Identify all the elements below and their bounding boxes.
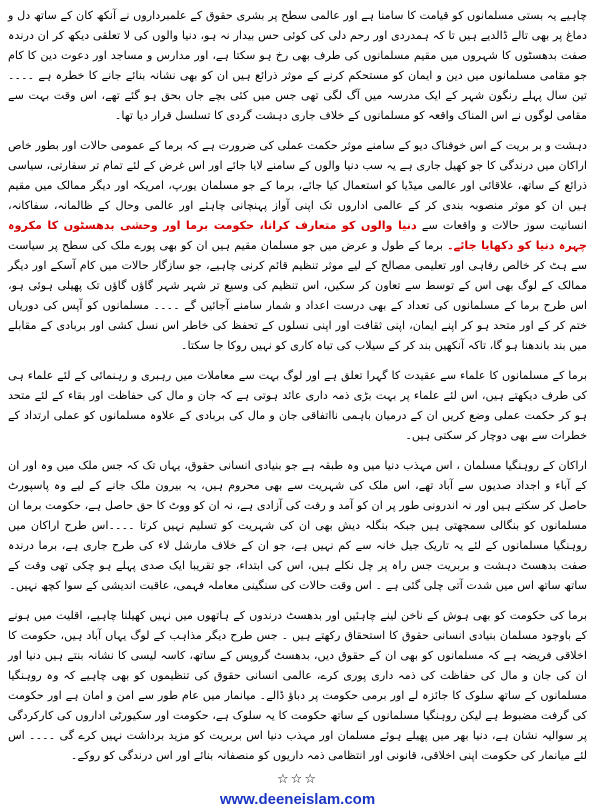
- article-paragraph-4: اراکان کے روہنگیا مسلمان ، اس مہذب دنیا میں وہ طبقہ ہے جو بنیادی انسانی حقوق، یہاں تک کہ جس ملک میں وہ اور ان کے آباء و اجداد صدیوں سے آباد تھے، اس ملک کی شہریت سے بھی محروم ہیں، یہ بیرون ملک جانے کے لیے وہ پاسپورٹ حاصل کر سکتے ہیں اور نہ اندرونی طور پر ان کو آمد و رفت کی آزادی ہے، نہ ان کو ووٹ کا حق حاصل ہے، حکومت برما ان مسلمانوں کو بنگالی سمجھتی ہیں جبکہ بنگلہ دیش بھی ان کی شہریت کو تسلیم نہیں کرتا ۔۔۔۔اس طرح اراکان میں روہنگیا مسلمانوں کے لئے یہ تاریک جیل خانہ سے کم نہیں ہے، جو ان کے خلاف مارشل لاء کی طرح جاری ہے، برما درندہ صفت بدھسٹ دہشت و بربریت جس راہ پر چل نکلے ہیں، اس کی ابتداء، جو تقریبا ایک صدی پہلے ہو چکی تھی وقت کے ساتھ ساتھ اس میں شدت آتی چلی گئی ہے ۔ اس وقت حالات کی سنگینی معاملہ فہمی، عاقبت اندیشی کے سوا کچھ نہیں۔: [8, 459, 587, 592]
- article-paragraph-2-continued: برما کے طول و عرض میں جو مسلمان مقیم ہیں ان کو بھی پورے ملک کی سطح پر سیاست سے ہٹ کر خالص رفاہی اور تعلیمی مصالح کے لیے موثر تنظیم قائم کرنی چاہیے، جو سازگار حالات میں کام آسکے اور دیگر ممالک کے لوگ بھی اس کے توسط سے تعاون کر سکیں، اس تنظیم کی وسیع تر شہر شہر گاؤں گاؤں تک پھیلی ہوئی ہو، اس طرح برما کے مسلمانوں کی تعداد کے بھی درست اعداد و شمار سامنے آجائیں گے ۔۔۔۔ مسلمانوں کو آپس کی دوریاں ختم کر کے اور متحد ہو کر اپنے ایمان، اپنی ثقافت اور اپنی نسلوں کے تحفظ کی خاطر اس نسل کشی اور بربادی کے مقابلے میں بند باندھنا ہو گا، تاکہ آنکھیں بند کر کے سیلاب کی تباہ کاری کو نہیں روکا جا سکتا۔: [8, 239, 587, 352]
- website-link[interactable]: www.deeneislam.com: [219, 791, 376, 808]
- article-paragraph-5: برما کی حکومت کو بھی ہوش کے ناخن لینے چاہئیں اور بدھسٹ درندوں کے ہاتھوں میں نہیں کھیلنا چاہیے، اقلیت میں ہونے کے باوجود مسلمان بنیادی انسانی حقوق کا استحقاق رکھتے ہیں ۔ جس طرح دیگر مذاہب کے لوگ یہاں آباد ہیں، حکومت کا اخلاقی فریضہ ہے کہ مسلمانوں کو بھی ان کے حقوق دیں، بدھسٹ گروپس کے ساتھ، کاسہ لیسی کا نشانہ بنتے ہیں دنیا اور ان کی جان و مال کی حفاظت کی ذمہ داری پوری کرے، عالمی انسانی حقوق کی تنظیموں کو بھی چاہیے کہ وہ روہنگیا مسلمانوں کے ساتھ سلوک کا جائزہ لے اور برمی حکومت پر دباؤ ڈالے۔ میانمار میں عام طور سے امن و امان ہے اور حکومت کی گرفت مضبوط ہے لیکن روہنگیا مسلمانوں کے ساتھ حکومت کا یہ سلوک ہے، حکومت اور سکیورٹی اداروں کی کارکردگی پر سوالیہ نشان ہے، دنیا بھر میں پھیلے ہوئے مسلمان اور مہذب دنیا اس بربریت کو مزید برداشت نہیں کرے گی ۔۔۔۔ اس لئے میانمار کی حکومت اپنی اخلاقی، قانونی اور انتظامی ذمہ داریوں کو منصفانہ بنائے اور اس درندگی کو روکے۔: [8, 609, 587, 762]
- article-paragraph-1: چاہیے یہ بستی مسلمانوں کو قیامت کا سامنا ہے اور عالمی سطح پر بشری حقوق کے علمبرداروں نے آنکھ کان کے ساتھ دل و دماغ پر بھی تالے ڈالدیے ہیں تا کہ ہمدردی اور رحم دلی کی کوئی حس بیدار نہ ہو، دنیا والوں کی لا تعلقی دیکھ کر ان درندہ صفت بدھسٹوں کا شہروں میں مقیم مسلمانوں کی طرف بھی رخ ہو سکتا ہے، اور مدارس و مساجد اور دعوت دین کا کام جو مقامی مسلمانوں میں دین و ایمان کو مستحکم کرنے کے موثر ذرائع ہیں ان کو بھی نشانہ بنائے جانے کا خطرہ ہے ۔۔۔۔تین سال پہلے رنگون شہر کے ایک مدرسہ میں آگ لگی تھی جس میں کئی بچے جاں بحق ہو گئے تھے، اس وقت بہت سے مقامی لوگوں نے اس المناک واقعہ کو مسلمانوں کے خلاف جاری دہشت گردی کا تسلسل قرار دیا تھا۔: [8, 9, 587, 122]
- article-paragraph-2: [8, 136, 587, 356]
- article-paragraph-2-text: دہشت و بر بریت کے اس خوفناک دیو کے سامنے موثر حکمت عملی کی ضرورت ہے کہ برما کے عمومی حالات اور بطور خاص اراکان میں درندگی کا جو کھیل جاری ہے یہ سب دنیا والوں کے سامنے لایا جائے اور اس غرض کے لئے تمام تر سفارتی، سیاسی ذرائع کے ساتھ، علاقائی اور عالمی میڈیا کو استعمال کیا جائے، برما کے جو مسلمان یورپ، امریکہ اور دیگر ممالک میں مقیم ہیں ان کو موثر منصوبہ بندی کر کے عالمی اداروں تک اپنی آواز پہنچانی چاہئے اور عالمی وحال کے ظالمانہ، سفاکانہ، انسانیت سوز حالات و واقعات سے: [8, 139, 587, 232]
- separator-stars: ☆☆☆: [277, 772, 318, 787]
- highlighted-sentence: دنیا والوں کو متعارف کرانا، حکومت برما اور وحشی بدھسٹوں کا مکروہ چہرہ دنیا کو دکھایا جائے۔: [8, 219, 587, 252]
- article-paragraph-3: برما کے مسلمانوں کا علماء سے عقیدت کا گہرا تعلق ہے اور لوگ بہت سے معاملات میں رہبری و رہنمائی کے لئے علماء ہی کی طرف دیکھتے ہیں، اس لئے علماء پر بہت بڑی ذمہ داری عائد ہوتی ہے کہ جان و مال کی حفاظت اور بقاء کے لئے متحد ہو کر حکمت عملی وضع کریں ان کے درمیان باہمی نااتفاقی جان و مال کی بربادی کے علاوہ مسلمانوں کو عملی ارتداد کے خطرات سے بھی دوچار کر سکتی ہیں۔: [8, 369, 587, 442]
